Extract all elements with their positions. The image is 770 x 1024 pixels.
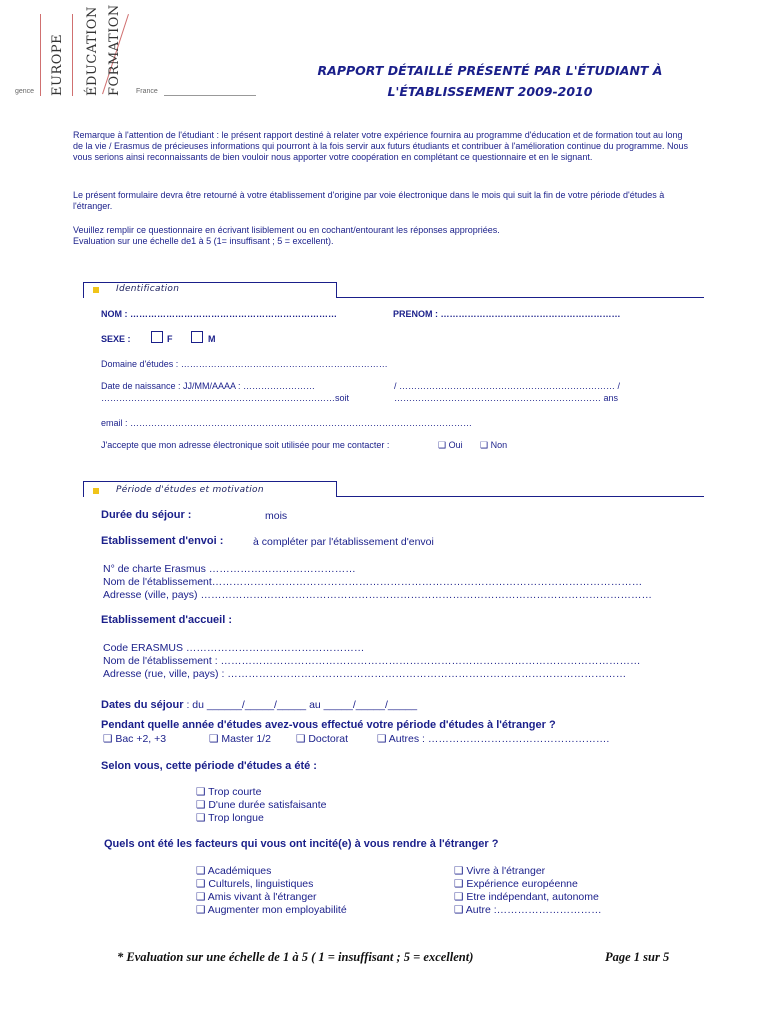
code-erasmus-field[interactable]: Code ERASMUS …………………………………………… [103, 642, 365, 654]
intro-paragraph-3b: Evaluation sur une échelle de1 à 5 (1= insuffisant ; 5 = excellent). [73, 236, 334, 246]
annee-option-doctorat[interactable]: ❑ Doctorat [296, 733, 349, 745]
nom-etablissement-accueil-field[interactable]: Nom de l'établissement : ………………………………………………………………………………………………………… [103, 655, 641, 667]
facteur-amis[interactable]: ❑ Amis vivant à l'étranger [196, 891, 317, 903]
adresse-accueil-field[interactable]: Adresse (rue, ville, pays) : …………………………………………………………………………………………………… [103, 668, 627, 680]
intro-paragraph-3a: Veuillez remplir ce questionnaire en écrivant lisiblement ou en cochant/entourant les réponses appropriées. [73, 225, 500, 235]
section-divider [83, 282, 84, 298]
periode-question: Selon vous, cette période d'études a été : [101, 760, 317, 772]
dates-sejour-row[interactable] [101, 693, 417, 712]
sexe-label: SEXE : [101, 334, 131, 344]
periode-option-satisfaisante[interactable]: ❑ D'une durée satisfaisante [196, 799, 327, 811]
ans-field[interactable]: …………………………………………………………… ans [394, 393, 619, 403]
dates-label: Dates du séjour [101, 699, 184, 711]
intro-paragraph-1: Remarque à l'attention de l'étudiant : le présent rapport destiné à relater votre expérience fournira au programme d'éducation et de formation tout au long de la vie / Erasmus de précieuses informations qui pourront à la fois servir aux futurs étudiants et contribuer à l'amélioration continue du programme. Nous vous serions ainsi reconnaissants de bien vouloir nous apporter votre coopération en complétant ce questionnaire et en le signant. [73, 130, 689, 162]
section-heading: Identification [116, 284, 180, 294]
sexe-m-checkbox[interactable] [191, 331, 203, 343]
facteur-vivre[interactable]: ❑ Vivre à l'étranger [454, 865, 546, 877]
section-divider [336, 481, 337, 497]
periode-option-trop-longue[interactable]: ❑ Trop longue [196, 812, 264, 824]
dates-value[interactable]: : du ______/_____/_____ au _____/_____/_____ [183, 699, 418, 711]
accept-non-option[interactable]: ❑ Non [480, 440, 508, 450]
sexe-f-checkbox[interactable] [151, 331, 163, 343]
section-divider [83, 481, 336, 482]
annee-option-autres[interactable]: ❑ Autres : ……………………………………………. [377, 733, 610, 745]
logo-word-europe: EUROPE [50, 33, 65, 96]
section-divider [83, 282, 336, 283]
page-title [260, 60, 720, 102]
domaine-field[interactable]: Domaine d'études : …………………………………………………………… [101, 359, 388, 369]
duree-unit: mois [265, 510, 288, 522]
logo-rule-2 [72, 14, 73, 96]
facteurs-question: Quels ont été les facteurs qui vous ont incité(e) à vous rendre à l'étranger ? [104, 838, 499, 850]
logo-underline [164, 95, 256, 96]
sexe-m-label: M [208, 334, 216, 344]
periode-option-trop-courte[interactable]: ❑ Trop courte [196, 786, 262, 798]
logo-word-formation: FORMATION [107, 4, 122, 96]
page-number: Page 1 sur 5 [605, 950, 670, 964]
section-divider [336, 282, 337, 298]
annee-question: Pendant quelle année d'études avez-vous effectué votre période d'études à l'étranger ? [101, 719, 556, 731]
title-line-1: RAPPORT DÉTAILLÉ PRÉSENTÉ PAR L'ÉTUDIANT À [317, 63, 663, 78]
footer-note: * Evaluation sur une échelle de 1 à 5 ( 1 = insuffisant ; 5 = excellent) [117, 950, 474, 964]
section-divider [336, 297, 704, 298]
section-bullet-icon [93, 287, 99, 293]
envoi-note: à compléter par l'établissement d'envoi [253, 536, 434, 548]
facteur-employabilite[interactable]: ❑ Augmenter mon employabilité [196, 904, 347, 916]
accueil-label: Etablissement d'accueil : [101, 614, 232, 626]
charte-field[interactable]: N° de charte Erasmus …………………………………… [103, 563, 356, 575]
logo-country: France [136, 88, 158, 95]
nom-field[interactable]: NOM : …………………………………………………………… [101, 309, 337, 319]
facteur-experience[interactable]: ❑ Expérience européenne [454, 878, 578, 890]
nom-etablissement-envoi-field[interactable]: Nom de l'établissement…………………………………………………………………………………………………………… [103, 576, 643, 588]
logo-rule-1 [40, 14, 41, 96]
section-divider [336, 496, 704, 497]
section-divider [83, 481, 84, 497]
annee-option-master[interactable]: ❑ Master 1/2 [209, 733, 271, 745]
accept-oui-option[interactable]: ❑ Oui [438, 440, 463, 450]
logo-word-education: ÉDUCATION [85, 6, 100, 96]
intro-paragraph-2: Le présent formulaire devra être retourné à votre établissement d'origine par voie électronique dans le mois qui suit la fin de votre période d'études à l'étranger. [73, 190, 665, 211]
sexe-f-label: F [167, 334, 173, 344]
soit-field[interactable]: ……………………………………………………………………soit [101, 393, 350, 403]
accept-email-label: J'accepte que mon adresse électronique soit utilisée pour me contacter : [101, 440, 390, 450]
section-heading: Période d'études et motivation [116, 485, 264, 495]
facteur-autre[interactable]: ❑ Autre :………………………… [454, 904, 602, 916]
section-bullet-icon [93, 488, 99, 494]
duree-label: Durée du séjour : [101, 509, 192, 521]
prenom-field[interactable]: PRENOM : …………………………………………………… [393, 309, 621, 319]
envoi-label: Etablissement d'envoi : [101, 535, 224, 547]
facteur-academiques[interactable]: ❑ Académiques [196, 865, 272, 877]
naissance-field[interactable]: Date de naissance : JJ/MM/AAAA : …………………… [101, 381, 316, 391]
adresse-envoi-field[interactable]: Adresse (ville, pays) ………………………………………………………………………………………………………………… [103, 589, 652, 601]
facteur-independant[interactable]: ❑ Etre indépendant, autonome [454, 891, 599, 903]
naissance-field-2[interactable]: / ……………………………………………………………… / [394, 381, 621, 391]
title-line-2: L'ÉTABLISSEMENT 2009-2010 [387, 84, 593, 99]
email-field[interactable]: email : …………………………………………………………………………………………………… [101, 418, 473, 428]
annee-option-bac[interactable]: ❑ Bac +2, +3 [103, 733, 167, 745]
facteur-culturels[interactable]: ❑ Culturels, linguistiques [196, 878, 314, 890]
logo-left-text: gence [15, 88, 35, 95]
